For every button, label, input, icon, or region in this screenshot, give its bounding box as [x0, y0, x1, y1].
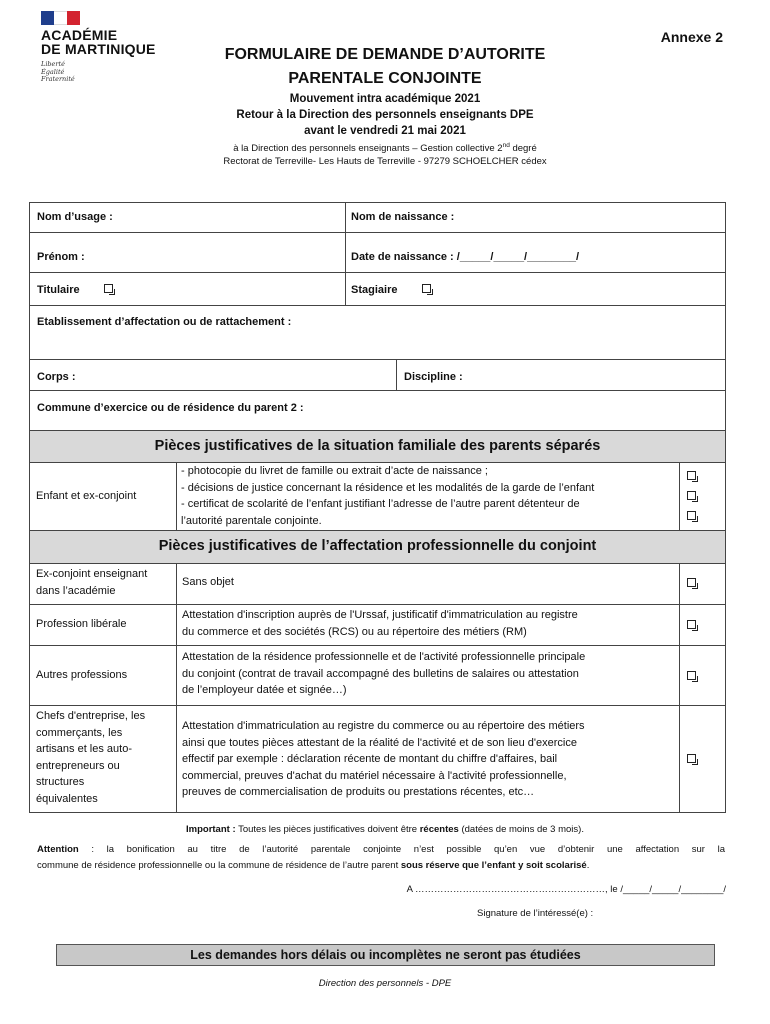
motto-fraternite: Fraternité	[41, 75, 75, 83]
attention-line-1: Attention : la bonification au titre de l’autorité parentale conjointe n’est possible qu’en vue d’obtenir une affectation sur la	[37, 844, 725, 855]
row-chefs-label: Chefs d'entreprise, les commerçants, les artisans et les auto- entrepreneurs ou structures équivalentes	[36, 710, 146, 805]
motto-liberte: Liberté	[41, 60, 65, 68]
label-etablissement: Etablissement d’affectation ou de rattachement :	[37, 316, 292, 328]
title-line-2: PARENTALE CONJOINTE	[288, 70, 482, 87]
place-date-line: A ……………………………………………………, le /_____/_____/________/	[406, 884, 726, 895]
subtitle-return: Retour à la Direction des personnels enseignants DPE	[236, 109, 534, 121]
row-liberale-desc: Attestation d'inscription auprès de l'Urssaf, justificatif d'immatriculation au registre du commerce et des sociétés (RCS) ou au répertoire des métiers (RM)	[182, 609, 578, 638]
checkbox-chefs[interactable]	[687, 754, 696, 763]
subtitle-movement: Mouvement intra académique 2021	[289, 93, 481, 105]
label-titulaire: Titulaire	[37, 284, 80, 296]
item-livret: - photocopie du livret de famille ou extrait d’acte de naissance ;	[181, 465, 488, 477]
title-line-1: FORMULAIRE DE DEMANDE D’AUTORITE	[224, 46, 546, 63]
label-date-naissance: Date de naissance : /_____/_____/________/	[351, 251, 580, 263]
subtitle-deadline: avant le vendredi 21 mai 2021	[304, 125, 466, 137]
attention-line-2: commune de résidence professionnelle ou la commune de résidence de l’autre parent sous réserve que l’enfant y soit scolarisé.	[37, 860, 590, 871]
important-note: Important : Toutes les pièces justificatives doivent être récentes (datées de moins de 3 mois).	[186, 824, 584, 835]
row-autres-desc: Attestation de la résidence professionnelle et de l'activité professionnelle principale du conjoint (contrat de travail accompagné des bulletins de salaires ou attestation de l’employeur datée et signée…)	[182, 651, 586, 696]
label-commune: Commune d’exercice ou de résidence du parent 2 :	[37, 402, 304, 414]
checkbox-titulaire[interactable]	[104, 284, 113, 293]
row-autres-label: Autres professions	[36, 669, 128, 681]
checkbox-ex-conjoint[interactable]	[687, 578, 696, 587]
marianne-logo	[41, 11, 80, 25]
item-certificat: - certificat de scolarité de l’enfant justifiant l’adresse de l’autre parent détenteur de	[181, 498, 580, 510]
motto-egalite: Égalité	[41, 67, 65, 76]
footer: Direction des personnels - DPE	[318, 978, 452, 989]
label-nom-naissance: Nom de naissance :	[351, 211, 455, 223]
checkbox-certificat[interactable]	[687, 511, 696, 520]
checkbox-livret[interactable]	[687, 471, 696, 480]
item-certificat-cont: l’autorité parentale conjointe.	[181, 514, 322, 527]
label-stagiaire: Stagiaire	[351, 284, 398, 296]
checkbox-liberale[interactable]	[687, 620, 696, 629]
label-corps: Corps :	[37, 371, 76, 383]
checkbox-decisions[interactable]	[687, 491, 696, 500]
label-nom-usage: Nom d’usage :	[37, 211, 113, 223]
row-chefs-desc: Attestation d'immatriculation au registre du commerce ou au répertoire des métiers ainsi que toutes pièces attestant de la réalité de l'activité et de son lieu d'exercice effectif par exemple : déclaration récente de montant du chiffre d'affaires, bail commercial, preuves d'achat du matériel nécessaire à l'activité professionnelle, preuves de commercialisation de produits ou prestations récentes, etc…	[182, 720, 585, 798]
deadline-banner: Les demandes hors délais ou incomplètes ne seront pas étudiées	[56, 944, 715, 966]
checkbox-autres[interactable]	[687, 671, 696, 680]
section2-title: Pièces justificatives de l’affectation professionnelle du conjoint	[30, 531, 725, 563]
signature-label: Signature de l’intéressé(e) :	[477, 908, 594, 919]
address-line-2: Rectorat de Terreville- Les Hauts de Terreville - 97279 SCHOELCHER cédex	[223, 156, 547, 167]
row-ex-conjoint-desc: Sans objet	[182, 576, 234, 588]
checkbox-stagiaire[interactable]	[422, 284, 431, 293]
academy-line-1: ACADÉMIE	[41, 27, 118, 43]
label-prenom: Prénom :	[37, 251, 85, 263]
label-discipline: Discipline :	[404, 371, 463, 383]
section1-items	[181, 463, 676, 529]
annexe-label: Annexe 2	[660, 29, 723, 45]
item-decisions: - décisions de justice concernant la résidence et les modalités de la garde de l’enfant	[181, 481, 595, 494]
academy-line-2: DE MARTINIQUE	[41, 41, 156, 57]
address-line-1: à la Direction des personnels enseignants – Gestion collective 2nd degré	[233, 142, 537, 155]
row-ex-conjoint-label: Ex-conjoint enseignant dans l’académie	[36, 568, 148, 597]
section1-title: Pièces justificatives de la situation familiale des parents séparés	[30, 431, 725, 462]
row-liberale-label: Profession libérale	[36, 618, 127, 630]
row-enfant-label: Enfant et ex-conjoint	[36, 490, 137, 502]
